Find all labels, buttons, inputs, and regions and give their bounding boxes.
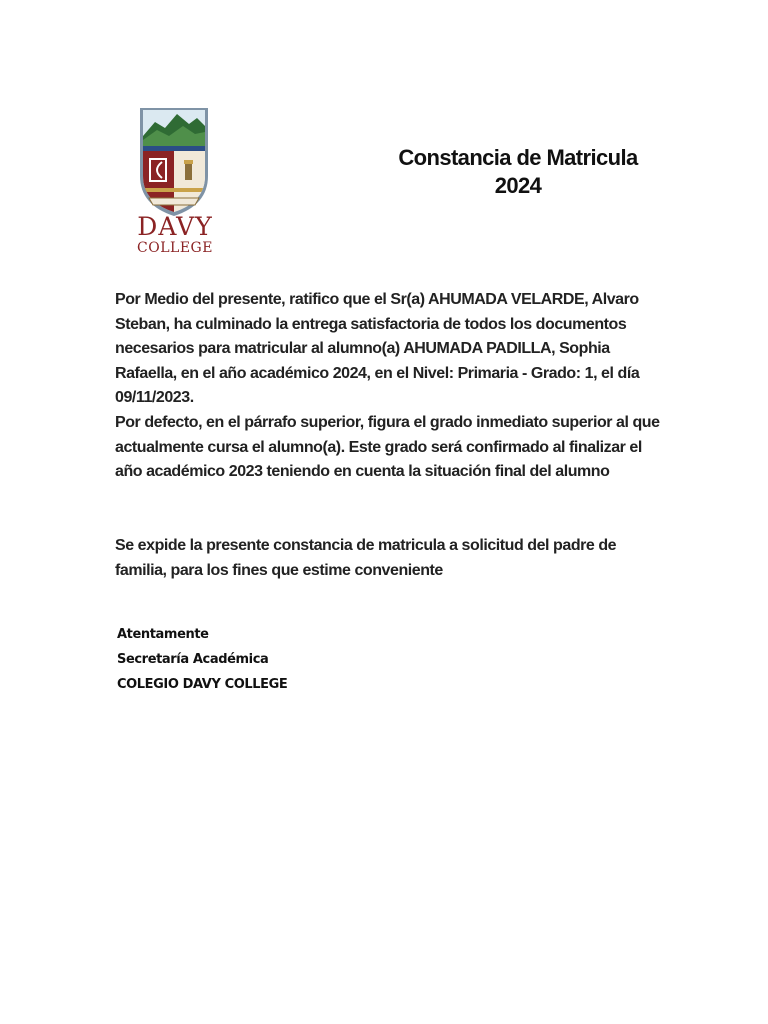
- document-title: [386, 144, 650, 200]
- title-line-2: 2024: [494, 173, 542, 198]
- title-line-1: Constancia de Matricula: [398, 145, 638, 170]
- signature-office: Secretaría Académica: [117, 652, 269, 667]
- paragraph-enrollment: Por Medio del presente, ratifico que el Sr(a) AHUMADA VELARDE, Alvaro Steban, ha culminado la entrega satisfactoria de todos los documentos necesarios para matricular al alumno(a) AHUMADA PADILLA, Sophia Rafaella, en el año académico 2024, en el Nivel: Primaria - Grado: 1, el día 09/11/2023.: [115, 291, 640, 406]
- paragraph-purpose: Se expide la presente constancia de matricula a solicitud del padre de familia, para los fines que estime conveniente: [115, 537, 617, 579]
- signature-institution: COLEGIO DAVY COLLEGE: [117, 677, 288, 692]
- logo-subtitle: COLLEGE: [137, 240, 213, 256]
- school-logo: [126, 106, 224, 258]
- signature-closing: Atentamente: [117, 627, 209, 642]
- signature-block: [117, 622, 517, 697]
- crest-icon: [137, 106, 211, 218]
- paragraph-grade-note: Por defecto, en el párrafo superior, figura el grado inmediato superior al que actualmente cursa el alumno(a). Este grado será confirmado al finalizar el año académico 2023 teniendo en cuenta la situación final del alumno: [115, 414, 660, 480]
- logo-name: DAVY: [137, 212, 213, 241]
